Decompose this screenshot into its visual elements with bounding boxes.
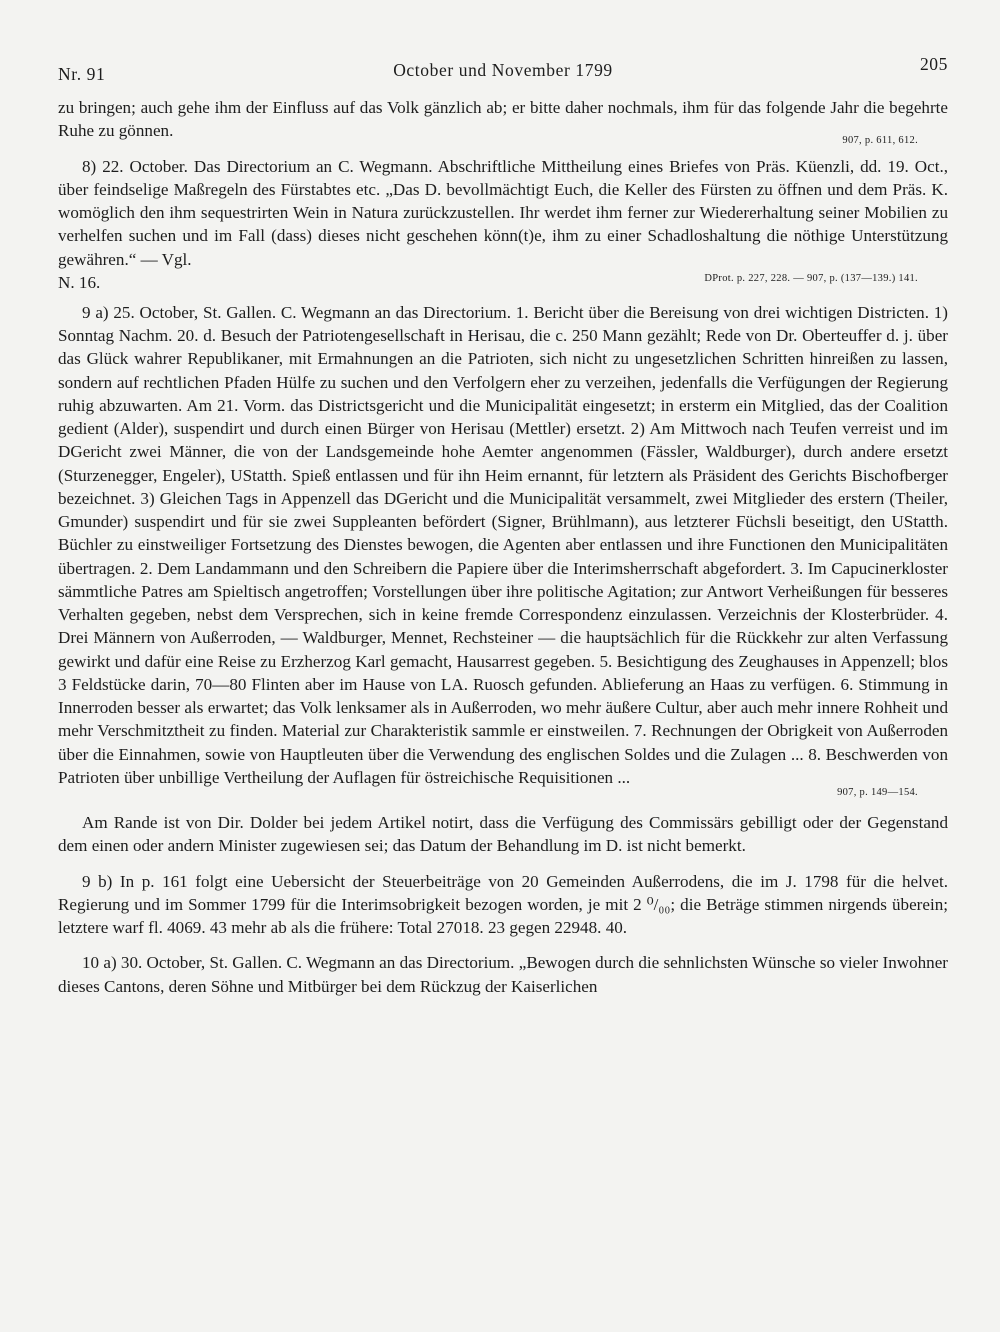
entry-10a: 10 a) 30. October, St. Gallen. C. Wegmann an das Directorium. „Bewogen durch die sehnlichsten Wünsche so vieler Inwohner dieses Cantons, deren Söhne und Mitbürger bei dem Rückzug der Kaiserlichen <box>58 953 949 996</box>
entry-9a: 9 a) 25. October, St. Gallen. C. Wegmann an das Directorium. 1. Bericht über die Bereisung von drei wichtigen Districten. 1) Sonntag Nachm. 20. d. Besuch der Patriotengesellschaft in Herisau, die c. 250 Mann gezählt; Rede von Dr. Oberteuffer d. j. über das Glück wahrer Republikaner, mit Ermahnungen an die Patrioten, sich nicht zu ungesetzlichen Schritten hinreißen zu lassen, sondern auf rechtlichen Pfaden Hülfe zu suchen und den Verfolgern eher zu verzeihen, jedenfalls die Verfügungen der Regierung ruhig abzuwarten. Am 21. Vorm. das Districtsgericht und die Municipalität eingesetzt; in ersterm ein Mitglied, das der Coalition gedient (Alder), suspendirt und durch einen Bürger von Herisau (Mettler) ersetzt. 2) Am Mittwoch nach Teufen verreist und im DGericht zwei Männer, die von der Landsgemeinde hohe Aemter angenommen (Fässler, Waldburger), durch andere ersetzt (Sturzenegger, Engeler), UStatth. Spieß entlassen und für ihn Heim ernannt, für letztern als Präsident des Gerichts Bischofberger bezeichnet. 3) Gleichen Tags in Appenzell das DGericht und die Municipalität versammelt, zwei Mitglieder des erstern (Theiler, Gmunder) suspendirt und für sie zwei Suppleanten befördert (Signer, Brühlmann), aus letzterer Füchsli beseitigt, den UStatth. Büchler zu einstweiliger Fortsetzung des Dienstes bewogen, die Agenten aber entlassen und ihre Functionen den Municipalitäten übertragen. 2. Dem Landammann und den Schreibern die Papiere über die Interimsherrschaft abgefordert. 3. Im Capucinerkloster sämmtliche Patres am Spieltisch angetroffen; Vorstellungen über ihre politische Agitation; zur Antwort Verheißungen für besseres Verhalten gegeben, nebst dem Versprechen, sich in keine fremde Correspondenz einzulassen. Verzeichnis der Klosterbrüder. 4. Drei Männern von Außerroden, — Waldburger, Mennet, Rechsteiner — die hauptsächlich für die Rückkehr zur alten Verfassung gewirkt und dafür eine Reise zu Erzherzog Karl gemacht, Hausarrest gegeben. 5. Besichtigung des Zeughauses in Appenzell; blos 3 Feldstücke darin, 70—80 Flinten aber im Hause von LA. Ruosch gefunden. Ablieferung an Haas zu verfügen. 6. Stimmung in Innerroden besser als erwartet; das Volk lenksamer als in Außerroden, wo mehr äußere Cultur, aber auch mehr innere Rohheit und mehr Verschmitztheit zu finden. Material zur Charakteristik sammle er einstweilen. 7. Rechnungen der Obrigkeit von Außerroden über die Einnahmen, sowie von Hauptleuten über die Verwendung des englischen Soldes und die Zulagen ... 8. Beschwerden von Patrioten über unbillige Vertheilung der Auflagen für östreichische Requisitionen ... <box>58 302 948 787</box>
entry-8: 8) 22. October. Das Directorium an C. Wegmann. Abschriftliche Mittheilung eines Briefes von Präs. Küenzli, dd. 19. Oct., über feindselige Maßregeln des Fürstabtes etc. „Das D. bevollmächtigt Euch, die Keller des Fürsten zu öffnen und dem Präs. K. womöglich den ihm sequestrirten Wein in Natura zurückzustellen. Ihr werdet ihm ferner zur Wiedererhaltung seiner Mobilien zu verhelfen suchen und im Fall (dass) dieses nicht geschehen könn(t)e, ihm zu einer Schadloshaltung die nöthige Unterstützung gewähren.“ — Vgl. <box>58 156 948 269</box>
source-reference: DProt. p. 227, 228. — 907, p. (137—139.) 141. <box>704 272 918 284</box>
source-reference: 907, p. 611, 612. <box>842 134 918 146</box>
running-title: October und November 1799 <box>393 60 613 80</box>
page-header <box>58 54 948 94</box>
document-number: Nr. 91 <box>58 64 106 84</box>
entry-8-tail <box>58 271 948 293</box>
source-reference: 907, p. 149—154. <box>837 787 918 798</box>
page-number: 205 <box>919 54 948 74</box>
paragraph-continuation: zu bringen; auch gehe ihm der Einfluss auf das Volk gänzlich ab; er bitte daher nochmals, ihm für das folgende Jahr die begehrte Ruhe zu gönnen. <box>58 98 948 141</box>
entry-8-tail-text: N. 16. <box>58 272 101 292</box>
entry-9b: 9 b) In p. 161 folgt eine Uebersicht der Steuerbeiträge von 20 Gemeinden Außerrodens, die im J. 1798 für die helvet. Regierung und im Sommer 1799 für die Interimsobrigkeit bezogen worden, je mit 2 ⁰/₀₀; die Beträge stimmen nirgends überein; letztere warf fl. 4069. 43 mehr ab als die frühere: Total 27018. 23 gegen 22948. 40. <box>58 871 948 937</box>
body-text <box>58 96 948 998</box>
entry-9a-note: Am Rande ist von Dir. Dolder bei jedem Artikel notirt, dass die Verfügung des Commissärs gebilligt oder der Gegenstand dem einen oder andern Minister zugewiesen sei; das Datum der Behandlung im D. ist nicht bemerkt. <box>58 813 948 856</box>
